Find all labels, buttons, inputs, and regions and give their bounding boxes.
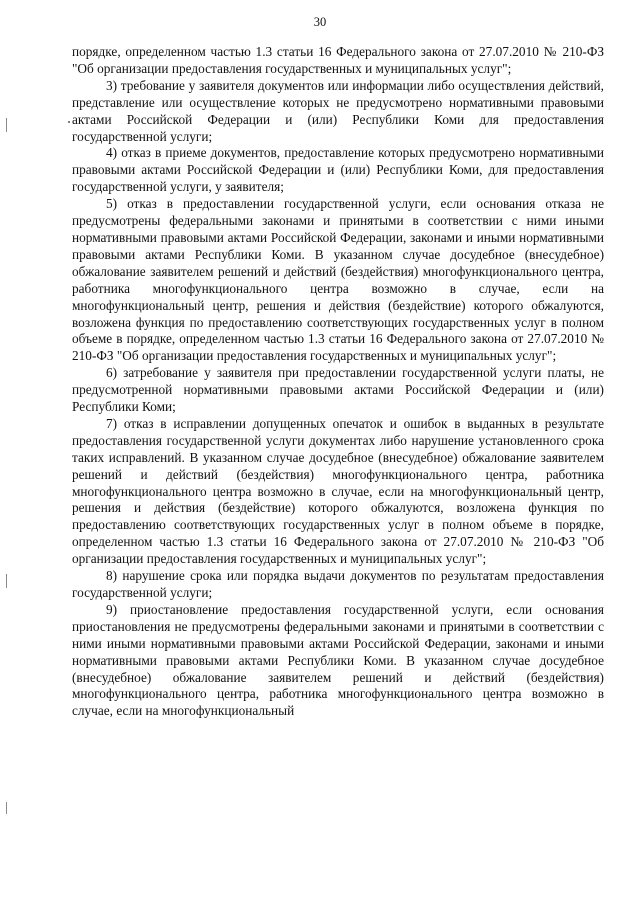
paragraph-item-5: 5) отказ в предоставлении государственной услуги, если основания отказа не предусмотрены федеральными законами и принятыми в соответствии с ними иными нормативными правовыми актами Российской Федерации, законами и иными нормативными правовыми актами Республики Коми. В указанном случае досудебное (внесудебное) обжалование заявителем решений и действий (бездействия) многофункционального центра, работника многофункционального центра возможно в случае, если на многофункциональный центр, решения и действия (бездействие) которого обжалуются, возложена функция по предоставлению соответствующих государственных услуг в полном объеме в порядке, определенном частью 1.3 статьи 16 Федерального закона от 27.07.2010 № 210-ФЗ "Об организации предоставления государственных и муниципальных услуг";: [72, 196, 604, 364]
scan-speck: [68, 121, 70, 123]
scan-margin-mark: [6, 118, 7, 132]
scan-margin-mark: [6, 802, 7, 814]
paragraph-item-6: 6) затребование у заявителя при предоставлении государственной услуги платы, не предусмотренной нормативными правовыми актами Российской Федерации и (или) Республики Коми;: [72, 365, 604, 415]
paragraph-continuation: порядке, определенном частью 1.3 статьи 16 Федерального закона от 27.07.2010 № 210-ФЗ "Об организации предоставления государственных и муниципальных услуг";: [72, 44, 604, 76]
paragraph-item-9: 9) приостановление предоставления государственной услуги, если основания приостановления не предусмотрены федеральными законами и принятыми в соответствии с ними иными нормативными правовыми актами Российской Федерации, законами и иными нормативными правовыми актами Республики Коми. В указанном случае досудебное (внесудебное) обжалование заявителем решений и действий (бездействия) многофункционального центра, работника многофункционального центра возможно в случае, если на многофункциональный: [72, 601, 604, 719]
page-number: 30: [313, 15, 327, 29]
paragraph-item-3: 3) требование у заявителя документов или информации либо осуществления действий, представление или осуществление которых не предусмотрено нормативными правовыми актами Российской Федерации и (или) Республики Коми для предоставления государственной услуги;: [72, 77, 604, 144]
paragraph-item-4: 4) отказ в приеме документов, предоставление которых предусмотрено нормативными правовыми актами Российской Федерации и (или) Республики Коми, для предоставления государственной услуги, у заявителя;: [72, 145, 604, 195]
scan-margin-mark: [6, 574, 7, 588]
paragraph-item-7: 7) отказ в исправлении допущенных опечаток и ошибок в выданных в результате предоставления государственной услуги документах либо нарушение установленного срока таких исправлений. В указанном случае досудебное (внесудебное) обжалование заявителем решений и действий (бездействия) многофункционального центра, работника многофункционального центра возможно в случае, если на многофункциональный центр, решения и действия (бездействие) которого обжалуются, возложена функция по предоставлению соответствующих государственных услуг в полном объеме в порядке, определенном частью 1.3 статьи 16 Федерального закона от 27.07.2010 № 210-ФЗ "Об организации предоставления государственных и муниципальных услуг";: [72, 415, 604, 567]
document-body: [72, 44, 604, 720]
paragraph-item-8: 8) нарушение срока или порядка выдачи документов по результатам предоставления государственной услуги;: [72, 568, 604, 600]
